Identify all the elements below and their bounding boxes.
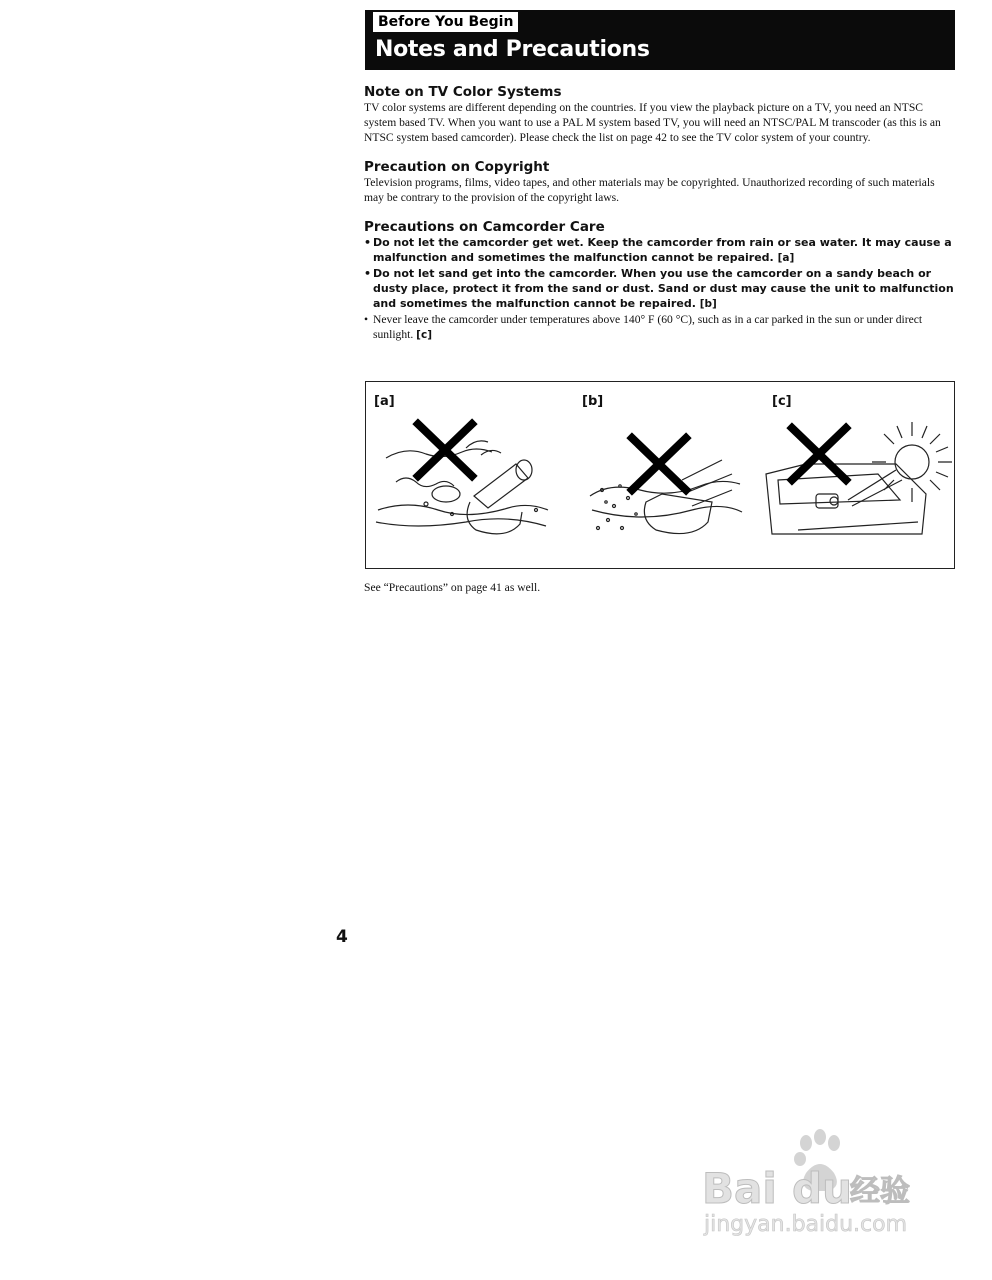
svg-text:经验: 经验: [850, 1174, 910, 1209]
camcorder-in-sand-crossed-icon: [562, 410, 758, 560]
figure-ref: [b]: [699, 298, 717, 310]
figure-panel-a: [366, 382, 562, 568]
section-heading: Precaution on Copyright: [364, 159, 550, 175]
page-title: Notes and Precautions: [375, 37, 650, 62]
panel-label: [c]: [772, 394, 792, 409]
section-heading: Note on TV Color Systems: [364, 84, 562, 100]
page-number: 4: [336, 927, 348, 947]
figure-ref: [c]: [416, 329, 432, 341]
section-label: Before You Begin: [373, 12, 518, 32]
precaution-text: Never leave the camcorder under temperatures above 140° F (60 °C), such as in a car parked in the sun or under direct sunlight.: [373, 313, 923, 341]
baidu-logo-icon: [700, 1125, 950, 1240]
precaution-text: Do not let the camcorder get wet. Keep the camcorder from rain or sea water. It may cause a malfunction and sometimes the malfunction cannot be repaired.: [373, 236, 952, 264]
baidu-watermark: [700, 1125, 950, 1240]
section-heading: Precautions on Camcorder Care: [364, 219, 605, 235]
section-body: Television programs, films, video tapes, and other materials may be copyrighted. Unauthorized recording of such materials may be contrary to the provision of the copyright laws.: [364, 176, 935, 204]
figure-panel-b: [562, 382, 758, 568]
precaution-list: [364, 235, 954, 343]
svg-text:jingyan.baidu.com: jingyan.baidu.com: [704, 1212, 908, 1237]
svg-text:du: du: [792, 1164, 852, 1213]
section-copyright: [364, 159, 954, 205]
see-also-note: See “Precautions” on page 41 as well.: [364, 581, 541, 594]
main-content: [364, 84, 954, 357]
figure-panel-c: [758, 382, 954, 568]
section-tv-color-systems: [364, 84, 954, 145]
panel-label: [a]: [374, 394, 395, 409]
precaution-item-heat: [364, 312, 954, 343]
precaution-item-sand: [364, 266, 954, 312]
camcorder-in-hot-car-crossed-icon: [758, 410, 954, 560]
precaution-text: Do not let sand get into the camcorder. When you use the camcorder on a sandy beach or dusty place, protect it from the sand or dust. Sand or dust may cause the unit to malfunction and sometimes the malfunction cannot be repaired.: [373, 267, 954, 310]
precaution-item-wet: [364, 235, 954, 266]
illustration-box: [365, 381, 955, 569]
section-body: TV color systems are different depending on the countries. If you view the playback picture on a TV, you need an NTSC system based TV. When you want to use a PAL M system based TV, you will need an NTSC/PAL M transcoder (as this is an NTSC system based camcorder). Please check the list on page 42 to see the TV color system of your country.: [364, 101, 941, 144]
section-camcorder-care: [364, 219, 954, 343]
figure-ref: [a]: [777, 252, 795, 264]
header-bar: [365, 10, 955, 70]
panel-label: [b]: [582, 394, 604, 409]
camcorder-in-water-crossed-icon: [366, 410, 562, 560]
svg-text:Bai: Bai: [702, 1164, 777, 1213]
